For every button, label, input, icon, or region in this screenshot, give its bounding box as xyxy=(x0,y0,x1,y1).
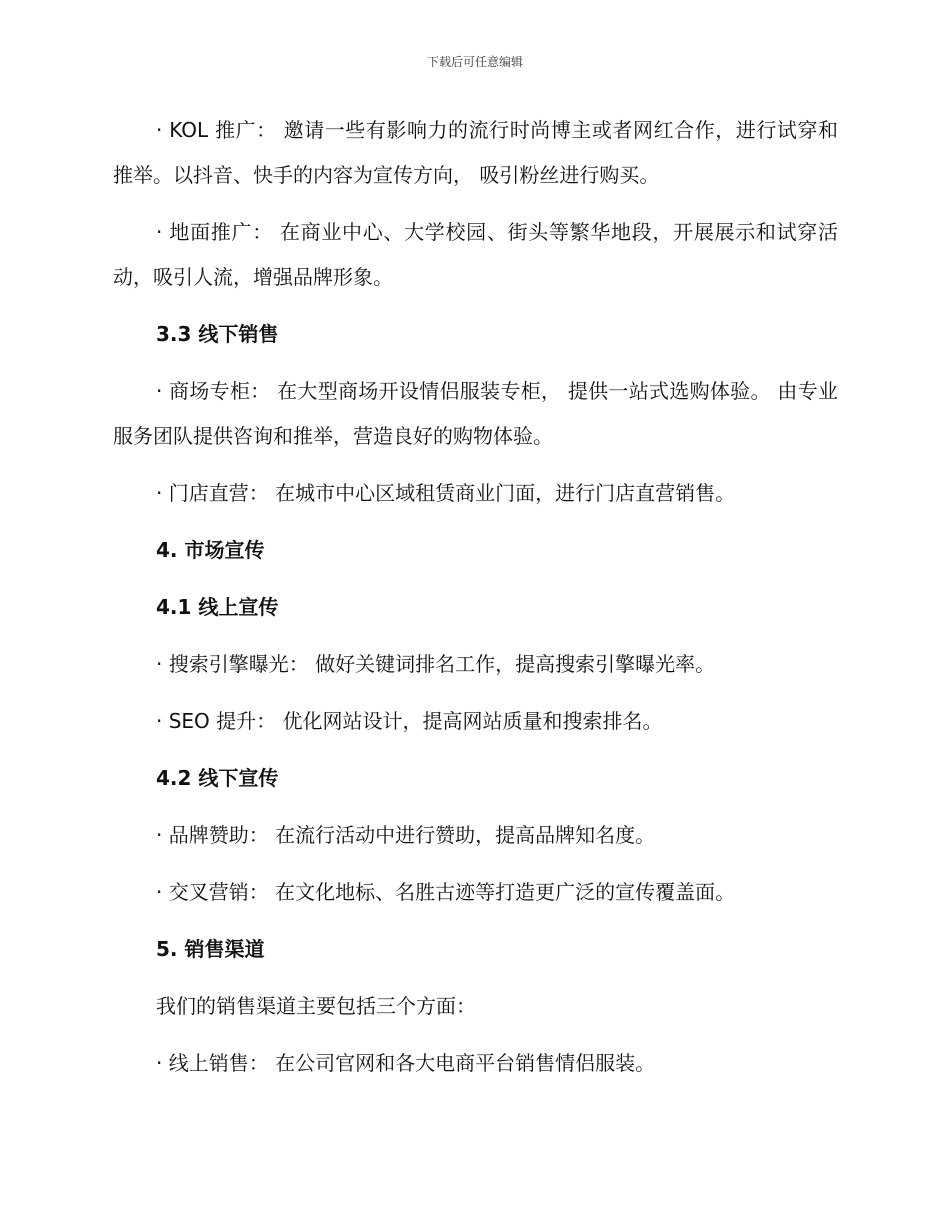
page-header: 下载后可任意编辑 xyxy=(426,55,523,69)
paragraph-online-sales: · 线上销售： 在公司官网和各大电商平台销售情侣服装。 xyxy=(156,1051,656,1075)
paragraph-kol-promotion: · KOL 推广： 邀请一些有影响力的流行时尚博主或者网红合作，进行试穿和推举。以抖音、快手的内容为宣传方向， 吸引粉丝进行购买。 xyxy=(113,118,838,187)
paragraph-channels-intro: 我们的销售渠道主要包括三个方面： xyxy=(156,994,476,1018)
paragraph-ground-promotion: · 地面推广： 在商业中心、大学校园、街头等繁华地段，开展展示和试穿活动，吸引人流，增强品牌形象。 xyxy=(113,220,838,289)
paragraph-direct-store: · 门店直营： 在城市中心区域租赁商业门面，进行门店直营销售。 xyxy=(156,481,736,505)
heading-online-promotion: 4.1 线上宣传 xyxy=(156,595,279,619)
paragraph-seo: · SEO 提升： 优化网站设计，提高网站质量和搜索排名。 xyxy=(156,709,663,733)
paragraph-search-exposure: · 搜索引擎曝光： 做好关键词排名工作，提高搜索引擎曝光率。 xyxy=(156,652,716,676)
heading-market-promotion: 4. 市场宣传 xyxy=(156,538,265,562)
paragraph-brand-sponsorship: · 品牌赞助： 在流行活动中进行赞助，提高品牌知名度。 xyxy=(156,823,656,847)
heading-offline-promotion: 4.2 线下宣传 xyxy=(156,766,279,790)
document-body xyxy=(113,108,838,1098)
paragraph-mall-counter: · 商场专柜： 在大型商场开设情侣服装专柜， 提供一站式选购体验。 由专业服务团队提供咨询和推举，营造良好的购物体验。 xyxy=(113,379,838,448)
paragraph-cross-marketing: · 交叉营销： 在文化地标、名胜古迹等打造更广泛的宣传覆盖面。 xyxy=(156,880,736,904)
heading-sales-channels: 5. 销售渠道 xyxy=(156,937,265,961)
heading-offline-sales: 3.3 线下销售 xyxy=(156,322,279,346)
